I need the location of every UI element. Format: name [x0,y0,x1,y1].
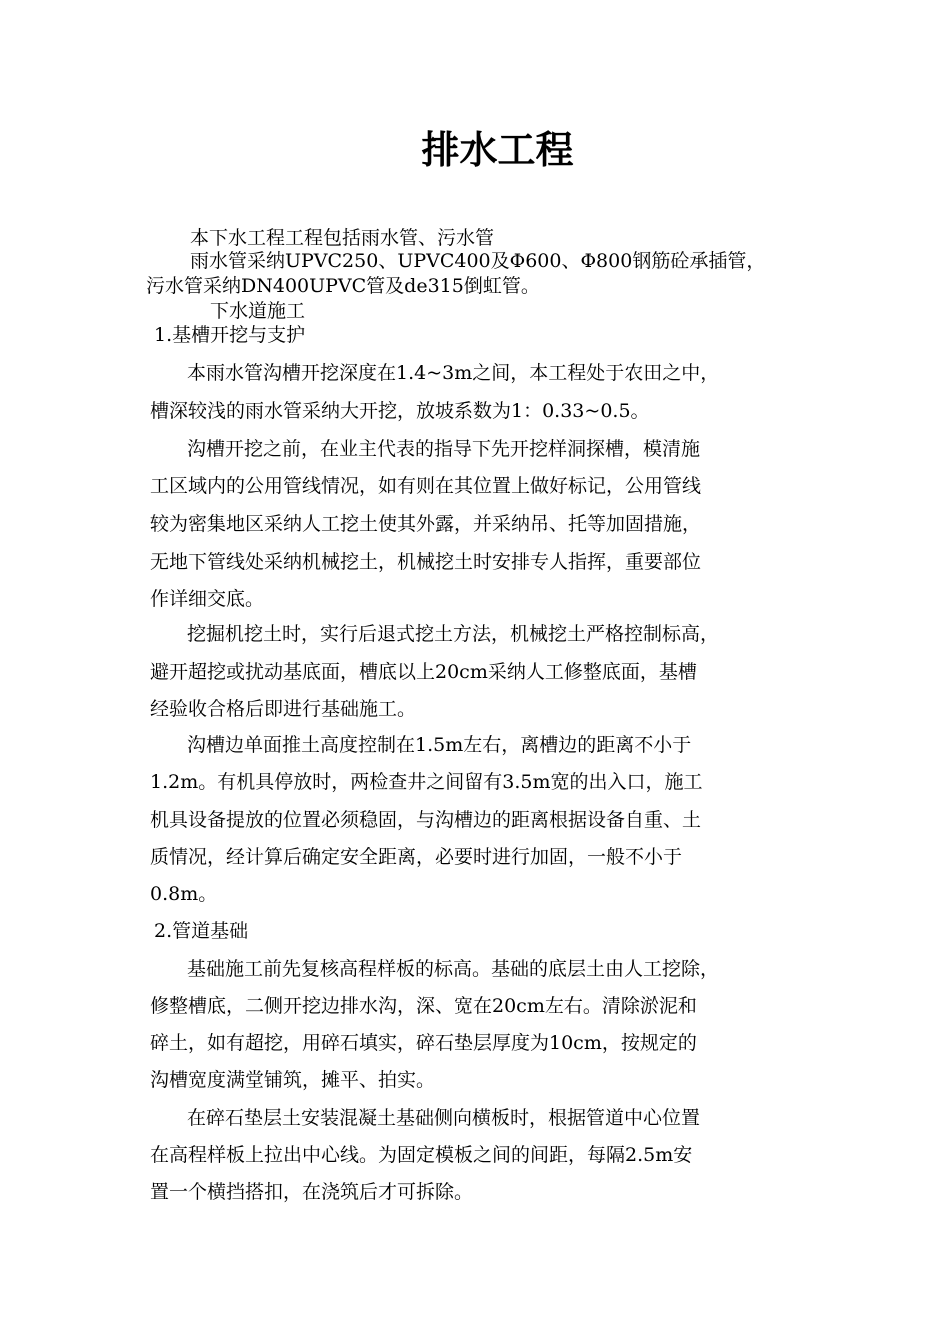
paragraph-line: 基础施工前先复核高程样板的标高。基础的底层土由人工挖除， [187,958,720,980]
paragraph-line: 沟槽宽度满堂铺筑，摊平、拍实。 [150,1069,436,1091]
paragraph-line: 置一个横挡搭扣，在浇筑后才可拆除。 [150,1181,474,1203]
paragraph-line: 碎土，如有超挖，用碎石填实，碎石垫层厚度为10cm，按规定的 [150,1032,697,1054]
paragraph-line: 1.2m。有机具停放时，两检查井之间留有3.5m宽的出入口，施工 [150,771,703,793]
intro-line: 本下水工程工程包括雨水管、污水管 [190,227,495,249]
paragraph-line: 在高程样板上拉出中心线。为固定模板之间的间距，每隔2.5m安 [150,1144,693,1166]
paragraph-line: 工区域内的公用管线情况，如有则在其位置上做好标记，公用管线 [150,475,702,497]
intro-line: 雨水管采纳UPVC250、UPVC400及Φ600、Φ800钢筋砼承插管， [190,250,766,272]
paragraph-line: 沟槽开挖之前，在业主代表的指导下先开挖样洞探槽，模清施 [187,438,701,460]
paragraph-line: 无地下管线处采纳机械挖土，机械挖土时安排专人指挥，重要部位 [150,551,702,573]
section-heading: 2.管道基础 [154,920,249,942]
paragraph-line: 本雨水管沟槽开挖深度在1.4~3m之间，本工程处于农田之中， [187,362,720,384]
paragraph-line: 沟槽边单面推土高度控制在1.5m左右，离槽边的距离不小于 [187,734,692,756]
paragraph-line: 修整槽底，二侧开挖边排水沟，深、宽在20cm左右。清除淤泥和 [150,995,697,1017]
paragraph-line: 较为密集地区采纳人工挖土使其外露，并采纳吊、托等加固措施， [150,513,702,535]
document-title: 排水工程 [421,128,574,172]
paragraph-line: 在碎石垫层土安装混凝土基础侧向横板时，根据管道中心位置 [187,1107,701,1129]
intro-line: 污水管采纳DN400UPVC管及de315倒虹管。 [146,275,540,297]
paragraph-line: 作详细交底。 [150,588,265,610]
paragraph-line: 避开超挖或扰动基底面，槽底以上20cm采纳人工修整底面，基槽 [150,661,697,683]
paragraph-line: 质情况，经计算后确定安全距离，必要时进行加固，一般不小于 [150,846,683,868]
paragraph-line: 挖掘机挖土时，实行后退式挖土方法，机械挖土严格控制标高， [187,623,720,645]
paragraph-line: 槽深较浅的雨水管采纳大开挖，放坡系数为1：0.33~0.5。 [150,400,650,422]
paragraph-line: 0.8m。 [150,883,218,905]
intro-subheading: 下水道施工 [210,300,306,322]
section-heading: 1.基槽开挖与支护 [154,324,306,346]
paragraph-line: 机具设备提放的位置必须稳固，与沟槽边的距离根据设备自重、土 [150,809,702,831]
paragraph-line: 经验收合格后即进行基础施工。 [150,698,417,720]
